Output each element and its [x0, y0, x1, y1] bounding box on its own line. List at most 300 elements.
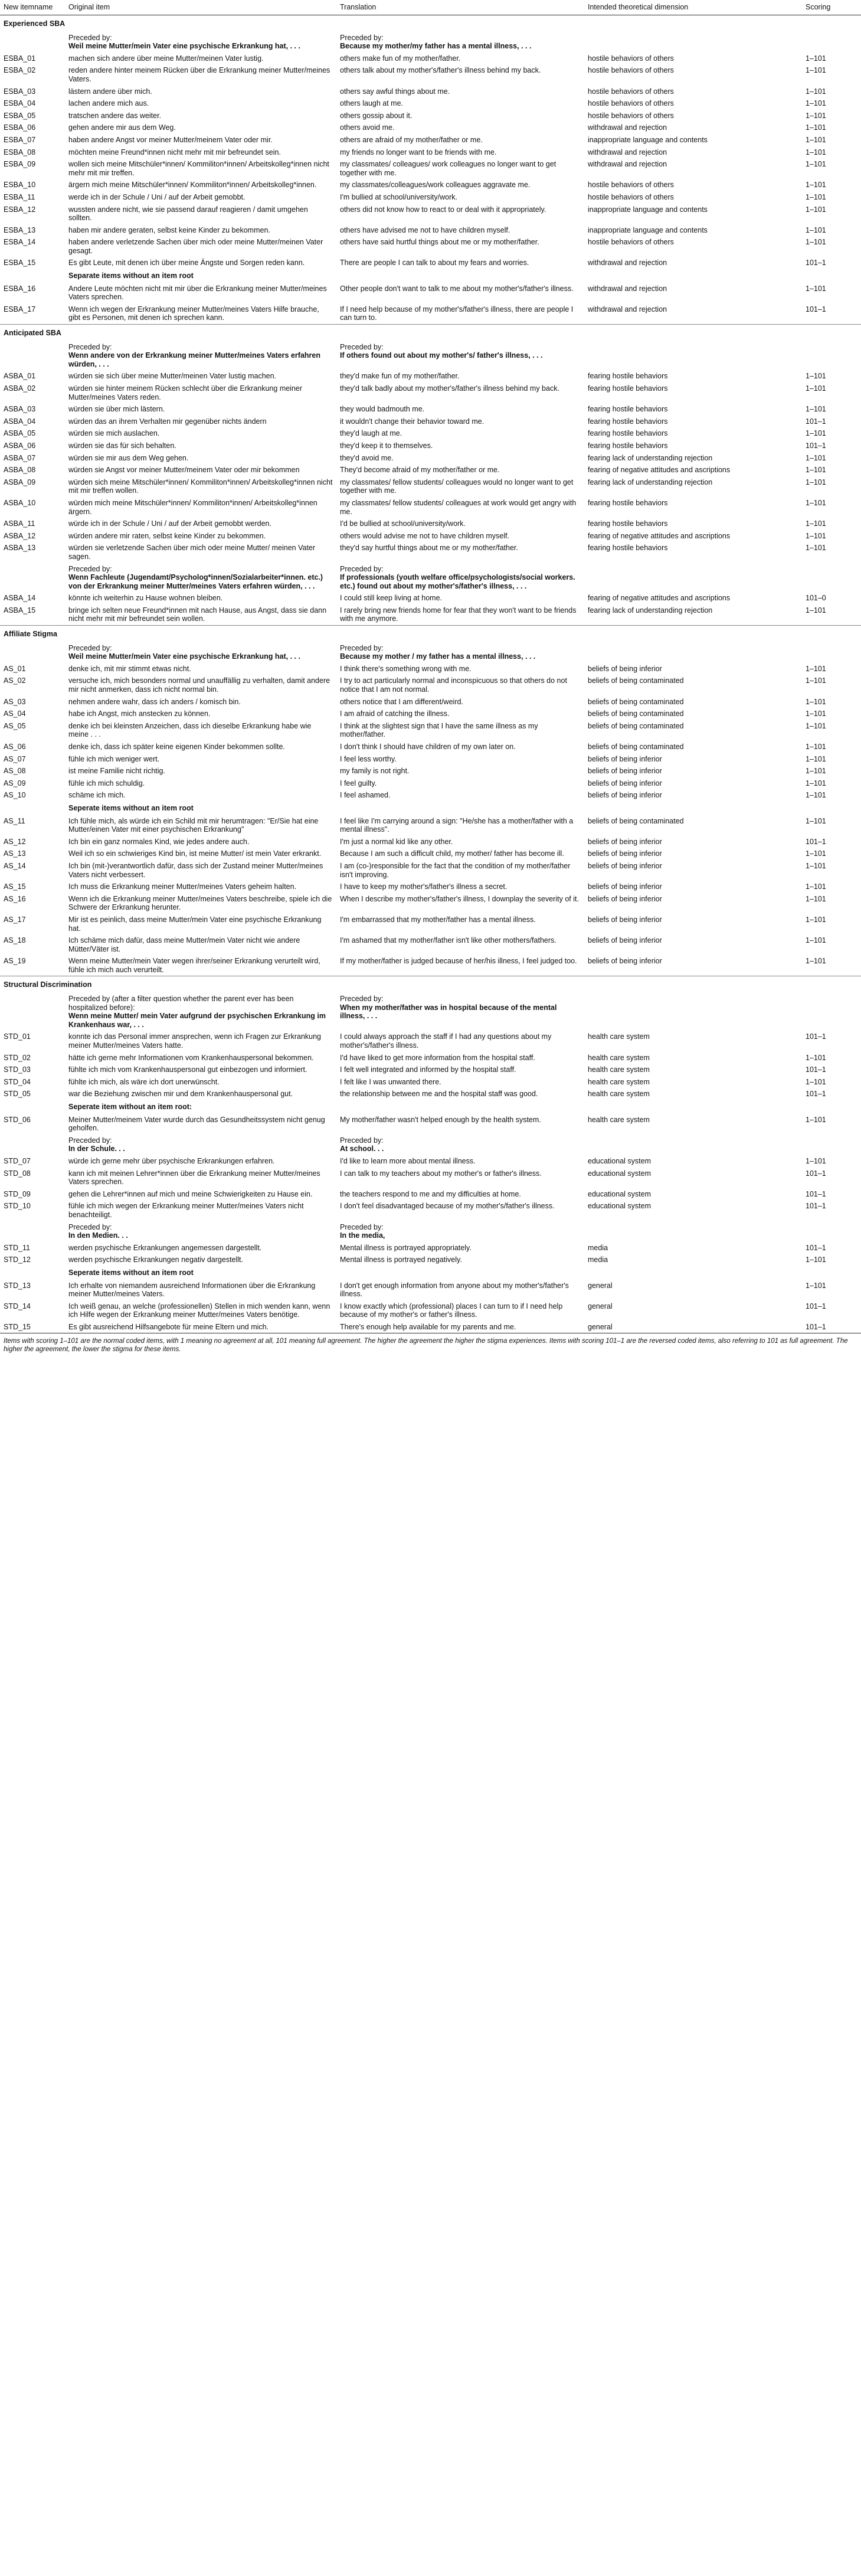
theoretical-dimension: hostile behaviors of others — [588, 238, 674, 247]
scoring: 1–101 — [806, 135, 826, 144]
empty-cell — [0, 1221, 65, 1242]
scoring: 1–101 — [806, 87, 826, 96]
item-name: ASBA_08 — [4, 466, 36, 475]
translation: my classmates/ colleagues/ work colleagues no longer want to get together with me. — [340, 160, 556, 177]
section-title: Affiliate Stigma — [4, 630, 57, 639]
original-root-text: Wenn andere von der Erkrankung meiner Mutter/meines Vaters erfahren würden, . . . — [68, 351, 320, 368]
preceded-by-row — [0, 1221, 861, 1242]
scoring: 101–1 — [806, 1065, 826, 1074]
original-root-prefix: Preceded by: — [68, 1222, 112, 1231]
table-row — [0, 464, 861, 476]
theoretical-dimension: general — [588, 1302, 613, 1310]
table-row — [0, 741, 861, 753]
original-item: Ich erhalte von niemandem ausreichend Informationen über die Erkrankung meiner Mutter/meines Vaters. — [68, 1281, 316, 1299]
table-row — [0, 383, 861, 403]
translation-root — [336, 341, 584, 371]
table-row — [0, 777, 861, 790]
preceded-by-row — [0, 341, 861, 371]
original-item: würden mich meine Mitschüler*innen/ Kommiliton*innen/ Arbeitskolleg*innen ärgern. — [68, 498, 317, 516]
table-row — [0, 53, 861, 65]
subsection-row — [0, 802, 861, 815]
original-item: würden sie mir aus dem Weg gehen. — [68, 453, 189, 462]
scoring: 101–1 — [806, 1302, 826, 1310]
theoretical-dimension: general — [588, 1281, 613, 1290]
item-name: ASBA_04 — [4, 417, 36, 426]
original-item: haben mir andere geraten, selbst keine Kinder zu bekommen. — [68, 225, 270, 234]
translation: others make fun of my mother/father. — [340, 54, 461, 63]
original-item: würden sie das für sich behalten. — [68, 441, 176, 450]
table-body — [0, 15, 861, 1333]
theoretical-dimension: hostile behaviors of others — [588, 181, 674, 189]
item-name: ASBA_13 — [4, 544, 36, 553]
table-row — [0, 97, 861, 110]
empty-cell — [802, 642, 861, 663]
translation: There's enough help available for my parents and me. — [340, 1322, 516, 1331]
empty-cell — [584, 1135, 802, 1155]
theoretical-dimension: fearing hostile behaviors — [588, 544, 668, 553]
empty-cell — [584, 563, 802, 593]
translation: I don't feel disadvantaged because of my mother's/father's illness. — [340, 1202, 555, 1211]
original-root-prefix: Preceded by: — [68, 33, 112, 42]
header-dimension: Intended theoretical dimension — [588, 3, 689, 11]
translation: I'm embarrassed that my mother/father has a mental illness. — [340, 915, 536, 924]
table-row — [0, 191, 861, 204]
item-name: STD_06 — [4, 1115, 31, 1124]
item-name: STD_01 — [4, 1032, 31, 1041]
table-row — [0, 1200, 861, 1221]
theoretical-dimension: fearing hostile behaviors — [588, 429, 668, 438]
translation: I'd like to learn more about mental illness. — [340, 1156, 476, 1165]
empty-cell — [802, 1135, 861, 1155]
original-item: Ich fühle mich, als würde ich ein Schild mit mir herumtragen: "Er/Sie hat eine Mutter/einen Vater mit einer psychischen Erkrankung" — [68, 816, 319, 834]
empty-cell — [802, 32, 861, 53]
original-item: gehen die Lehrer*innen auf mich und meine Schwierigkeiten zu Hause ein. — [68, 1189, 313, 1198]
original-item: Mir ist es peinlich, dass meine Mutter/mein Vater eine psychische Erkrankung hat. — [68, 915, 322, 933]
translation-root — [336, 1221, 584, 1242]
item-name: STD_11 — [4, 1243, 30, 1252]
table-row — [0, 134, 861, 146]
scoring: 1–101 — [806, 676, 826, 685]
empty-cell — [0, 1135, 65, 1155]
item-name: AS_19 — [4, 957, 26, 966]
translation: others did not know how to react to or deal with it appropriately. — [340, 205, 546, 214]
scoring: 101–1 — [806, 259, 826, 267]
original-root-text: Wenn Fachleute (Jugendamt/Psycholog*innen/Sozialarbeiter*innen. etc.) von der Erkrankung meiner Mutter/meines Vaters erfahren würden, . . . — [68, 573, 323, 590]
scoring: 1–101 — [806, 123, 826, 132]
theoretical-dimension: beliefs of being inferior — [588, 779, 662, 787]
original-root-prefix: Preceded by: — [68, 1136, 112, 1145]
table-row — [0, 860, 861, 881]
translation: They'd become afraid of my mother/father or me. — [340, 466, 500, 475]
translation-root-text: Because my mother / my father has a mental illness, . . . — [340, 652, 536, 661]
translation: I'm just a normal kid like any other. — [340, 837, 453, 846]
translation: others notice that I am different/weird. — [340, 697, 463, 706]
subsection-label: Seperate items without an item root — [68, 1268, 194, 1277]
original-item: fühle ich mich weniger wert. — [68, 754, 160, 763]
table-row — [0, 765, 861, 777]
table-row — [0, 497, 861, 518]
scoring: 101–1 — [806, 1243, 826, 1252]
theoretical-dimension: beliefs of being inferior — [588, 754, 662, 763]
translation: they would badmouth me. — [340, 405, 425, 414]
scoring: 1–101 — [806, 816, 826, 825]
theoretical-dimension: beliefs of being contaminated — [588, 816, 684, 825]
original-root — [65, 1135, 336, 1155]
empty-cell — [584, 1221, 802, 1242]
translation: they'd laugh at me. — [340, 429, 402, 438]
item-name: ESBA_09 — [4, 160, 36, 169]
translation: the relationship between me and the hospital staff was good. — [340, 1090, 538, 1099]
theoretical-dimension: beliefs of being inferior — [588, 882, 662, 891]
section-header-row — [0, 976, 861, 993]
item-name: STD_08 — [4, 1169, 31, 1178]
theoretical-dimension: beliefs of being inferior — [588, 837, 662, 846]
item-name: STD_13 — [4, 1281, 31, 1290]
scoring: 1–101 — [806, 849, 826, 858]
item-name: ASBA_01 — [4, 372, 36, 381]
theoretical-dimension: fearing lack of understanding rejection — [588, 606, 713, 614]
original-item: schäme ich mich. — [68, 791, 126, 800]
translation-root-prefix: Preceded by: — [340, 564, 384, 573]
item-name: ESBA_05 — [4, 111, 36, 120]
theoretical-dimension: fearing hostile behaviors — [588, 417, 668, 426]
table-row — [0, 1280, 861, 1300]
translation: I am (co-)responsible for the fact that the condition of my mother/father isn't improving. — [340, 861, 571, 879]
table-header-row — [0, 0, 861, 15]
theoretical-dimension: fearing hostile behaviors — [588, 441, 668, 450]
translation: others have advised me not to have children myself. — [340, 225, 510, 234]
empty-cell — [0, 1266, 65, 1280]
preceded-by-row — [0, 1135, 861, 1155]
translation: Mental illness is portrayed negatively. — [340, 1256, 462, 1264]
table-row — [0, 146, 861, 159]
theoretical-dimension: fearing of negative attitudes and ascriptions — [588, 594, 731, 603]
table-row — [0, 440, 861, 452]
theoretical-dimension: media — [588, 1243, 608, 1252]
scoring: 101–1 — [806, 305, 826, 313]
scoring: 101–1 — [806, 441, 826, 450]
scoring: 1–101 — [806, 1156, 826, 1165]
header-translation: Translation — [340, 3, 377, 11]
item-name: ESBA_12 — [4, 205, 36, 214]
item-name: ESBA_04 — [4, 99, 36, 108]
translation-root-text: If others found out about my mother's/ father's illness, . . . — [340, 351, 543, 360]
translation: I rarely bring new friends home for fear that they won't want to be friends with me anymore. — [340, 606, 577, 623]
theoretical-dimension: hostile behaviors of others — [588, 87, 674, 96]
table-row — [0, 452, 861, 465]
theoretical-dimension: educational system — [588, 1156, 652, 1165]
table-row — [0, 427, 861, 440]
table-row — [0, 86, 861, 98]
original-root — [65, 993, 336, 1031]
original-item: würden sie Angst vor meiner Mutter/meinem Vater oder mir bekommen — [68, 466, 300, 475]
scoring: 1–101 — [806, 284, 826, 293]
item-name: STD_04 — [4, 1077, 31, 1086]
translation-root — [336, 993, 584, 1031]
scoring: 101–1 — [806, 1169, 826, 1178]
original-item: fühle ich mich wegen der Erkrankung meiner Mutter/meines Vaters nicht benachteiligt. — [68, 1202, 304, 1219]
item-name: ESBA_08 — [4, 148, 36, 156]
item-name: AS_08 — [4, 767, 26, 776]
section-header-row — [0, 325, 861, 341]
translation: my classmates/ fellow students/ colleagues at work would get angry with me. — [340, 498, 577, 516]
translation: I'm bullied at school/university/work. — [340, 192, 457, 201]
scoring: 101–1 — [806, 1202, 826, 1211]
translation: I try to act particularly normal and inconspicuous so that others do not notice that I am not normal. — [340, 676, 567, 694]
table-row — [0, 1188, 861, 1201]
scoring: 1–101 — [806, 99, 826, 108]
theoretical-dimension: inappropriate language and contents — [588, 135, 708, 144]
scoring: 1–101 — [806, 181, 826, 189]
scoring: 101–1 — [806, 1032, 826, 1041]
original-item: machen sich andere über meine Mutter/meinen Vater lustig. — [68, 54, 264, 63]
preceded-by-row — [0, 563, 861, 593]
item-name: STD_02 — [4, 1053, 31, 1062]
table-row — [0, 696, 861, 708]
original-item: würden sie mich auslachen. — [68, 429, 160, 438]
scoring: 1–101 — [806, 754, 826, 763]
original-item: würden sich meine Mitschüler*innen/ Kommiliton*innen/ Arbeitskolleg*innen nicht mit mir treffen wollen. — [68, 478, 333, 495]
scoring: 1–101 — [806, 743, 826, 751]
scoring: 1–101 — [806, 384, 826, 393]
scoring: 1–101 — [806, 697, 826, 706]
theoretical-dimension: inappropriate language and contents — [588, 225, 708, 234]
theoretical-dimension: withdrawal and rejection — [588, 259, 667, 267]
original-item: Ich muss die Erkrankung meiner Mutter/meines Vaters geheim halten. — [68, 882, 297, 891]
theoretical-dimension: fearing lack of understanding rejection — [588, 453, 713, 462]
original-root-text: Weil meine Mutter/mein Vater eine psychische Erkrankung hat, . . . — [68, 652, 300, 661]
scoring: 1–101 — [806, 1077, 826, 1086]
theoretical-dimension: beliefs of being inferior — [588, 936, 662, 945]
theoretical-dimension: health care system — [588, 1077, 650, 1086]
scoring: 101–1 — [806, 837, 826, 846]
item-name: ASBA_09 — [4, 478, 36, 486]
theoretical-dimension: fearing of negative attitudes and ascriptions — [588, 531, 731, 540]
original-item: würden sie über mich lästern. — [68, 405, 165, 414]
table-row — [0, 753, 861, 766]
theoretical-dimension: fearing hostile behaviors — [588, 372, 668, 381]
original-item: habe ich Angst, mich anstecken zu können. — [68, 710, 211, 718]
translation: others talk about my mother's/father's illness behind my back. — [340, 66, 541, 75]
original-item: ärgern mich meine Mitschüler*innen/ Kommiliton*innen/ Arbeitskolleg*innen. — [68, 181, 317, 189]
scoring: 1–101 — [806, 791, 826, 800]
scoring: 101–1 — [806, 1090, 826, 1099]
theoretical-dimension: beliefs of being inferior — [588, 957, 662, 966]
table-row — [0, 64, 861, 85]
scoring: 1–101 — [806, 767, 826, 776]
original-root-text: In den Medien. . . — [68, 1231, 128, 1240]
item-name: ASBA_14 — [4, 594, 36, 603]
original-item: kann ich mit meinen Lehrer*innen über die Erkrankung meiner Mutter/meines Vaters sprechen. — [68, 1169, 320, 1186]
translation: I feel guilty. — [340, 779, 377, 787]
empty-cell — [0, 269, 65, 283]
translation-root — [336, 1135, 584, 1155]
translation: I know exactly which (professional) places I can turn to if I need help because of my mother's or father's illness. — [340, 1302, 563, 1319]
original-item: ist meine Familie nicht richtig. — [68, 767, 165, 776]
scoring: 1–101 — [806, 544, 826, 553]
theoretical-dimension: beliefs of being inferior — [588, 664, 662, 673]
translation-root — [336, 32, 584, 53]
subsection-row — [0, 1100, 861, 1114]
translation-root-text: In the media, — [340, 1231, 385, 1240]
item-name: AS_18 — [4, 936, 26, 945]
table-row — [0, 1076, 861, 1088]
original-item: bringe ich selten neue Freund*innen mit nach Hause, aus Angst, dass sie dann nicht mehr mit mir befreundet sein wollen. — [68, 606, 327, 623]
scoring: 101–0 — [806, 594, 826, 603]
theoretical-dimension: withdrawal and rejection — [588, 148, 667, 156]
scoring: 1–101 — [806, 1115, 826, 1124]
table-row — [0, 204, 861, 224]
item-name: ESBA_01 — [4, 54, 36, 63]
original-root-text: Weil meine Mutter/mein Vater eine psychische Erkrankung hat, . . . — [68, 42, 300, 51]
table-row — [0, 110, 861, 122]
original-item: Wenn meine Mutter/mein Vater wegen ihrer/seiner Erkrankung verurteilt wird, fühle ich mich auch verurteilt. — [68, 957, 320, 974]
item-name: STD_14 — [4, 1302, 31, 1310]
subsection-label: Seperate items without an item root — [68, 803, 194, 812]
item-name: STD_10 — [4, 1202, 31, 1211]
original-item: würden sie verletzende Sachen über mich oder meine Mutter/ meinen Vater sagen. — [68, 544, 316, 561]
scoring: 1–101 — [806, 664, 826, 673]
theoretical-dimension: beliefs of being inferior — [588, 861, 662, 870]
table-row — [0, 530, 861, 542]
empty-cell — [802, 1221, 861, 1242]
preceded-by-row — [0, 642, 861, 663]
item-name: ESBA_02 — [4, 66, 36, 75]
header-scoring: Scoring — [806, 3, 831, 11]
theoretical-dimension: beliefs of being inferior — [588, 915, 662, 924]
original-item: Ich weiß genau, an welche (professionellen) Stellen in mich wenden kann, wenn ich Hilfe wegen der Erkrankung meiner Mutter/meines Vaters benötige. — [68, 1302, 330, 1319]
header-new-itemname: New itemname — [4, 3, 53, 11]
translation: my classmates/ fellow students/ colleagues would no longer want to get together with me. — [340, 478, 574, 495]
original-item: Weil ich so ein schwieriges Kind bin, ist meine Mutter/ ist mein Vater erkrankt. — [68, 849, 322, 858]
original-item: fühle ich mich schuldig. — [68, 779, 145, 787]
theoretical-dimension: educational system — [588, 1189, 652, 1198]
original-item: fühlte ich mich, als wäre ich dort unerwünscht. — [68, 1077, 220, 1086]
translation: I think there's something wrong with me. — [340, 664, 472, 673]
theoretical-dimension: withdrawal and rejection — [588, 305, 667, 313]
scoring: 1–101 — [806, 148, 826, 156]
subsection-row — [0, 1266, 861, 1280]
translation: I think at the slightest sign that I have the same illness as my mother/father. — [340, 721, 538, 739]
subsection-label: Seperate item without an item root: — [68, 1103, 192, 1111]
original-item: Wenn ich wegen der Erkrankung meiner Mutter/meines Vaters Hilfe brauche, gibt es Personen, mit denen ich sprechen kann. — [68, 305, 319, 322]
original-item: tratschen andere das weiter. — [68, 111, 162, 120]
table-row — [0, 1254, 861, 1266]
original-item: war die Beziehung zwischen mir und dem Krankenhauspersonal gut. — [68, 1090, 293, 1099]
original-item: wussten andere nicht, wie sie passend darauf reagieren / damit umgehen sollten. — [68, 205, 308, 223]
translation-root-text: At school. . . — [340, 1145, 384, 1153]
scoring: 1–101 — [806, 1256, 826, 1264]
item-name: AS_12 — [4, 837, 26, 846]
item-name: ESBA_03 — [4, 87, 36, 96]
table-row — [0, 934, 861, 955]
scoring: 1–101 — [806, 915, 826, 924]
item-name: AS_07 — [4, 754, 26, 763]
preceded-by-row — [0, 993, 861, 1031]
theoretical-dimension: beliefs of being inferior — [588, 894, 662, 903]
translation: Mental illness is portrayed appropriately. — [340, 1243, 472, 1252]
translation: I felt like I was unwanted there. — [340, 1077, 441, 1086]
original-root-text: Wenn meine Mutter/ mein Vater aufgrund der psychischen Erkrankung im Krankenhaus war, . . . — [68, 1012, 326, 1029]
table-row — [0, 720, 861, 741]
original-item: lästern andere über mich. — [68, 87, 152, 96]
original-item: Ich bin (mit-)verantwortlich dafür, dass sich der Zustand meiner Mutter/meines Vaters nicht verbessert. — [68, 861, 323, 879]
original-item: versuche ich, mich besonders normal und unauffällig zu verhalten, damit andere mir nicht anmerken, dass ich nicht normal bin. — [68, 676, 330, 694]
original-item: Andere Leute möchten nicht mit mir über die Erkrankung meiner Mutter/meines Vaters sprechen. — [68, 284, 327, 302]
scoring: 1–101 — [806, 225, 826, 234]
table-row — [0, 604, 861, 626]
translation: I felt well integrated and informed by the hospital staff. — [340, 1065, 516, 1074]
table-row — [0, 370, 861, 383]
translation: they'd make fun of my mother/father. — [340, 372, 460, 381]
empty-cell — [0, 993, 65, 1031]
scoring: 1–101 — [806, 721, 826, 730]
item-name: STD_12 — [4, 1256, 31, 1264]
theoretical-dimension: health care system — [588, 1032, 650, 1041]
item-name: ESBA_14 — [4, 238, 36, 247]
item-name: AS_14 — [4, 861, 26, 870]
translation: I feel like I'm carrying around a sign: "He/she has a mother/father with a mental illness". — [340, 816, 574, 834]
item-name: ASBA_12 — [4, 531, 36, 540]
translation: others are afraid of my mother/father or me. — [340, 135, 483, 144]
translation-root-prefix: Preceded by: — [340, 995, 384, 1003]
scoring: 101–1 — [806, 1189, 826, 1198]
item-name: ESBA_16 — [4, 284, 36, 293]
original-item: Ich bin ein ganz normales Kind, wie jedes andere auch. — [68, 837, 250, 846]
original-item: reden andere hinter meinem Rücken über die Erkrankung meiner Mutter/meines Vaters. — [68, 66, 330, 83]
scoring: 1–101 — [806, 1281, 826, 1290]
original-item: haben andere verletzende Sachen über mich oder meine Mutter/meinen Vater gesagt. — [68, 238, 323, 255]
original-item: würden andere mir raten, selbst keine Kinder zu bekommen. — [68, 531, 266, 540]
subsection-label: Separate items without an item root — [68, 272, 194, 280]
original-root — [65, 642, 336, 663]
translation: Because I am such a difficult child, my mother/ father has become ill. — [340, 849, 564, 858]
item-name: ESBA_11 — [4, 192, 35, 201]
translation: There are people I can talk to about my fears and worries. — [340, 259, 529, 267]
item-name: ESBA_17 — [4, 305, 36, 313]
scoring: 1–101 — [806, 606, 826, 614]
original-item: werden psychische Erkrankungen angemessen dargestellt. — [68, 1243, 262, 1252]
item-name: ASBA_15 — [4, 606, 36, 614]
table-row — [0, 518, 861, 530]
table-row — [0, 1155, 861, 1168]
theoretical-dimension: hostile behaviors of others — [588, 99, 674, 108]
original-item: würde ich in der Schule / Uni / auf der Arbeit gemobbt werden. — [68, 519, 271, 528]
table-row — [0, 836, 861, 848]
translation: I'd be bullied at school/university/work. — [340, 519, 466, 528]
table-row — [0, 283, 861, 303]
table-footnote: Items with scoring 1–101 are the normal coded items, with 1 meaning no agreement at all, 101 meaning full agreement. The higher the agreement the higher the stigma experiences. Items with scoring 101–1 are the reversed coded items, also referring to 101 as full agreement. The higher the agreement, the lower the stigma for these items. — [0, 1333, 861, 1357]
translation: I am afraid of catching the illness. — [340, 710, 450, 718]
table-row — [0, 848, 861, 860]
table-row — [0, 122, 861, 134]
theoretical-dimension: beliefs of being contaminated — [588, 721, 684, 730]
table-row — [0, 815, 861, 836]
translation: others gossip about it. — [340, 111, 413, 120]
table-row — [0, 1052, 861, 1064]
translation-root-prefix: Preceded by: — [340, 1222, 384, 1231]
translation-root-prefix: Preceded by: — [340, 342, 384, 351]
original-item: hätte ich gerne mehr Informationen vom Krankenhauspersonal bekommen. — [68, 1053, 314, 1062]
scoring: 1–101 — [806, 453, 826, 462]
translation: I can talk to my teachers about my mother's or father's illness. — [340, 1169, 542, 1178]
theoretical-dimension: withdrawal and rejection — [588, 160, 667, 169]
translation: I'd have liked to get more information from the hospital staff. — [340, 1053, 535, 1062]
item-name: AS_11 — [4, 816, 25, 825]
table-row — [0, 303, 861, 325]
table-row — [0, 1300, 861, 1321]
translation: When I describe my mother's/father's illness, I downplay the severity of it. — [340, 894, 579, 903]
